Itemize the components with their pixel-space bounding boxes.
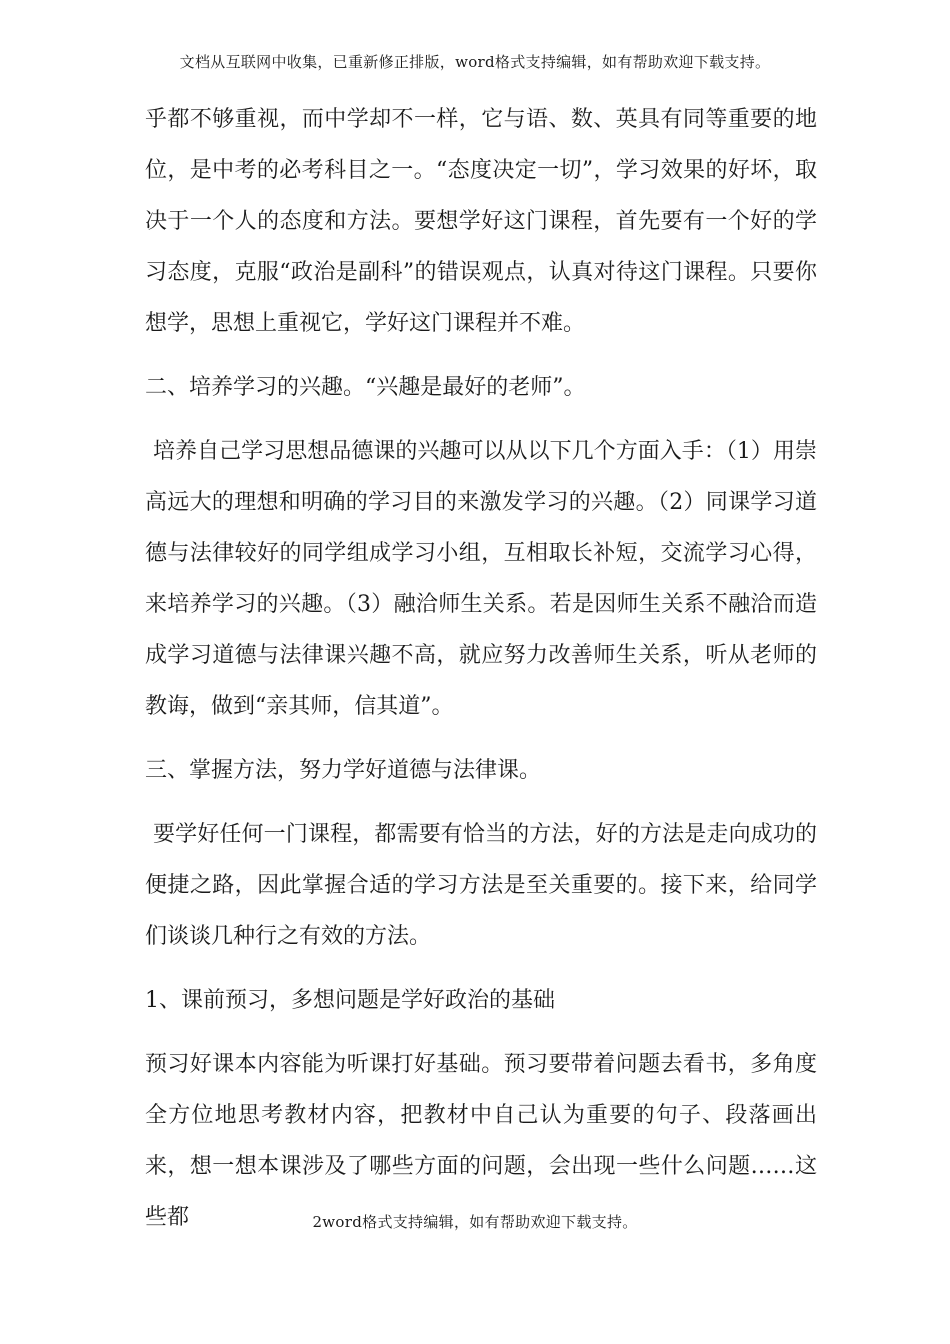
heading-method: 三、掌握方法，努力学好道德与法律课。 bbox=[145, 758, 542, 783]
page-footer: 2word格式支持编辑，如有帮助欢迎下载支持。 bbox=[312, 1213, 638, 1231]
paragraph-method: 要学好任何一门课程，都需要有恰当的方法，好的方法是走向成功的便捷之路，因此掌握合适的学习方法是至关重要的。接下来，给同学们谈谈几种行之有效的方法。 bbox=[145, 822, 817, 949]
paragraph-preview: 预习好课本内容能为听课打好基础。预习要带着问题去看书，多角度全方位地思考教材内容，把教材中自己认为重要的句子、段落画出来，想一想本课涉及了哪些方面的问题，会出现一些什么问题……这些都 bbox=[145, 1052, 817, 1230]
page-header: 文档从互联网中收集，已重新修正排版，word格式支持编辑，如有帮助欢迎下载支持。 bbox=[179, 53, 771, 71]
heading-interest: 二、培养学习的兴趣。“兴趣是最好的老师”。 bbox=[145, 375, 586, 400]
paragraph-attitude: 乎都不够重视，而中学却不一样，它与语、数、英具有同等重要的地位，是中考的必考科目之一。“态度决定一切”，学习效果的好坏，取决于一个人的态度和方法。要想学好这门课程，首先要有一个好的学习态度，克服“政治是副科”的错误观点，认真对待这门课程。只要你想学，思想上重视它，学好这门课程并不难。 bbox=[145, 107, 817, 336]
document-body bbox=[145, 94, 817, 1256]
paragraph-interest: 培养自己学习思想品德课的兴趣可以从以下几个方面入手：（1）用崇高远大的理想和明确的学习目的来激发学习的兴趣。（2）同课学习道德与法律较好的同学组成学习小组，互相取长补短，交流学习心得，来培养学习的兴趣。（3）融洽师生关系。若是因师生关系不融洽而造成学习道德与法律课兴趣不高，就应努力改善师生关系，听从老师的教诲，做到“亲其师，信其道”。 bbox=[145, 439, 817, 719]
heading-preview: 1、课前预习，多想问题是学好政治的基础 bbox=[145, 988, 555, 1013]
